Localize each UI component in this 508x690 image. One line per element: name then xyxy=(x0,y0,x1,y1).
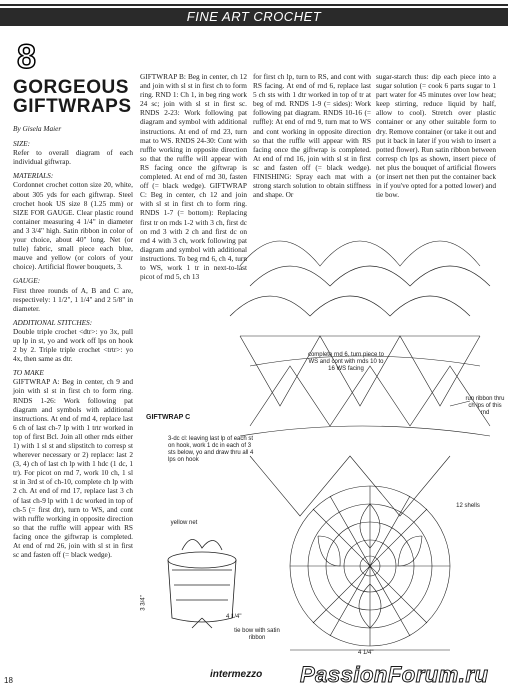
title-line-1: GORGEOUS xyxy=(13,77,129,98)
chart-width-note: 4 1/4" xyxy=(358,650,374,656)
make-heading: TO MAKE xyxy=(13,368,44,378)
size-text: Refer to overall diagram of each individual giftwrap. xyxy=(13,148,133,167)
yellow-net-note: yellow net xyxy=(170,520,198,526)
page-number: 18 xyxy=(4,676,13,685)
column-4 xyxy=(376,72,496,199)
cluster-note: 3-dc cl: leaving last lp of each st on hook, work 1 dc in each of 3 sts below, yo and draw thru all 4 lps on hook xyxy=(168,436,254,463)
make-text: GIFTWRAP A: Beg in center, ch 9 and join with sl st in first ch to form ring. RNDS 1-26: Work following pat diagram and symbols with additional instructions. At end of rnd 4, replace last 6 ch of last ch-7 lp with 1 trtr worked in top of first Bcl. Join all other rnds either 1) with 1 sl st and slipstitch to corresp st wherever necessary or 2) replace: last 2 (3, 4) ch of last ch lp with 1 hdc (1 dc, 1 tr). For picot on rnd 7, work 10 ch, 1 sl st in 3rd st of ch-10, complete ch lp with 2 ch. At end of rnd 17, replace last 3 ch of last ch-9 lp with 1 dc worked in top of ch-5 (= first dtr), turn to WS, and cont with ruffle working in opposite direction so that the ruffle will appear with RS facing once the giftwrap is completed. At end of rnd 26, join with sl st in first sc and fasten off (= black wedge). xyxy=(13,377,133,560)
width-note: 4 1/4" xyxy=(226,614,242,620)
tie-bow-note: tie bow with satin ribbon xyxy=(234,628,280,641)
publisher-logo: intermezzo xyxy=(210,669,263,680)
materials-heading: MATERIALS: xyxy=(13,171,54,181)
stitches-heading: ADDITIONAL STITCHES: xyxy=(13,317,93,327)
crochet-chart-diagram xyxy=(220,226,502,660)
article-number: 8 xyxy=(17,38,36,76)
title-line-2: GIFTWRAPS xyxy=(13,96,132,117)
size-heading: SIZE: xyxy=(13,139,31,149)
byline: By Gisela Maier xyxy=(13,124,62,133)
watermark: PassionForum.ru xyxy=(300,662,489,687)
finishing-text: sugar-starch thus: dip each piece into a sugar solution (= cook 6 parts sugar to 1 part water for 45 minutes over low heat; keep stirring, reduce liquid by half, allow to cool). Stretch over plastic container or any other suitable form to dry. Remove container (or take it out and put it back in later if you wish to insert a potted flower). Run satin ribbon between corresp ch lps as shown, insert piece of net plus the bouquet of artificial flowers (or insert net then put the container back in if you've opted for a potted lower) and tie bow. xyxy=(376,72,496,200)
article-title xyxy=(13,78,133,116)
gauge-heading: GAUGE: xyxy=(13,276,41,286)
complete-rnd-note: complete rnd 6, turn piece to WS and cont with rnds 10 to 16 WS facing xyxy=(307,352,385,372)
stitches-text: Double triple crochet <dtr>: yo 3x, pull up lp in st, yo and work off lps on hook 2 by 2. Triple triple crochet <trtr>: yo 4x, then same as dtr. xyxy=(13,326,133,364)
header-title: FINE ART CROCHET xyxy=(186,9,322,24)
height-note: 3 3/4" xyxy=(140,595,147,611)
ribbon-note: run ribbon thru ch lps of this rnd xyxy=(465,396,505,416)
shells-note: 12 shells xyxy=(456,503,480,509)
column-3 xyxy=(253,72,371,199)
diagram-label: GIFTWRAP C xyxy=(146,414,191,421)
giftwrap-c-finishing-text: for first ch lp, turn to RS, and cont with RS facing. At end of rnd 6, replace last 5 ch sts with 1 dtr worked in top of tr at beg of rnd. RNDS 1-9 (= sides): Work following pat diagram. RNDS 10-16 (= ruffle): At end of rnd 9, turn mat to WS and cont working in opposite direction so that the ruffle will appear with RS facing once the giftwrap is completed. At end of rnd 16, join with sl st in first sc and fasten off (= black wedge). FINISHING: Spray each mat with a strong starch solution to obtain stiffness and shape. Or xyxy=(253,72,371,200)
giftwrap-b-c-text: GIFTWRAP B: Beg in center, ch 12 and join with sl st in first ch to form ring. RND 1: Ch 1, in beg ring work 24 sc; join with sl st in first sc. RNDS 2-23: Work following pat diagram and symbol with additional instructions. At end of rnd 23, turn mat to WS. RNDS 24-30: Cont with ruffle working in opposite direction so that the ruffle will appear with RS facing once the giftwrap is completed. At end of rnd 30, fasten off (= black wedge). GIFTWRAP C: Beg in center, ch 12 and join with sl st in first ch to form ring. RNDS 1-7 (= bottom): Replacing first tr on rnds 1-2 with 3 ch, first dc on rnd 3 with 2 ch and first dc on rnd 4 with 3 ch, work following pat diagram and symbol with additional instructions. To beg rnd 6, ch 4, turn to WS, work 1 tr in next-to-last picot of rnd 5, ch 13 xyxy=(140,72,247,282)
materials-text: Cordonnet crochet cotton size 20, white, about 305 yds for each giftwrap. Steel crochet hook US size 8 (1.25 mm) or SIZE FOR GAUGE. Clear plastic round container measuring 4 1/4" in diameter and 3 3/4" high. Satin ribbon in color of your choice, about 40" long. Net (or tulle) fabric, small piece each blue, mauve and yellow (or colors of your choice). Artificial flower bouquets, 3. xyxy=(13,180,133,272)
gauge-text: First three rounds of A, B and C are, respectively: 1 1/2", 1 1/4" and 2 5/8" in diameter. xyxy=(13,285,133,313)
column-1 xyxy=(13,36,133,559)
page-header xyxy=(0,0,508,26)
